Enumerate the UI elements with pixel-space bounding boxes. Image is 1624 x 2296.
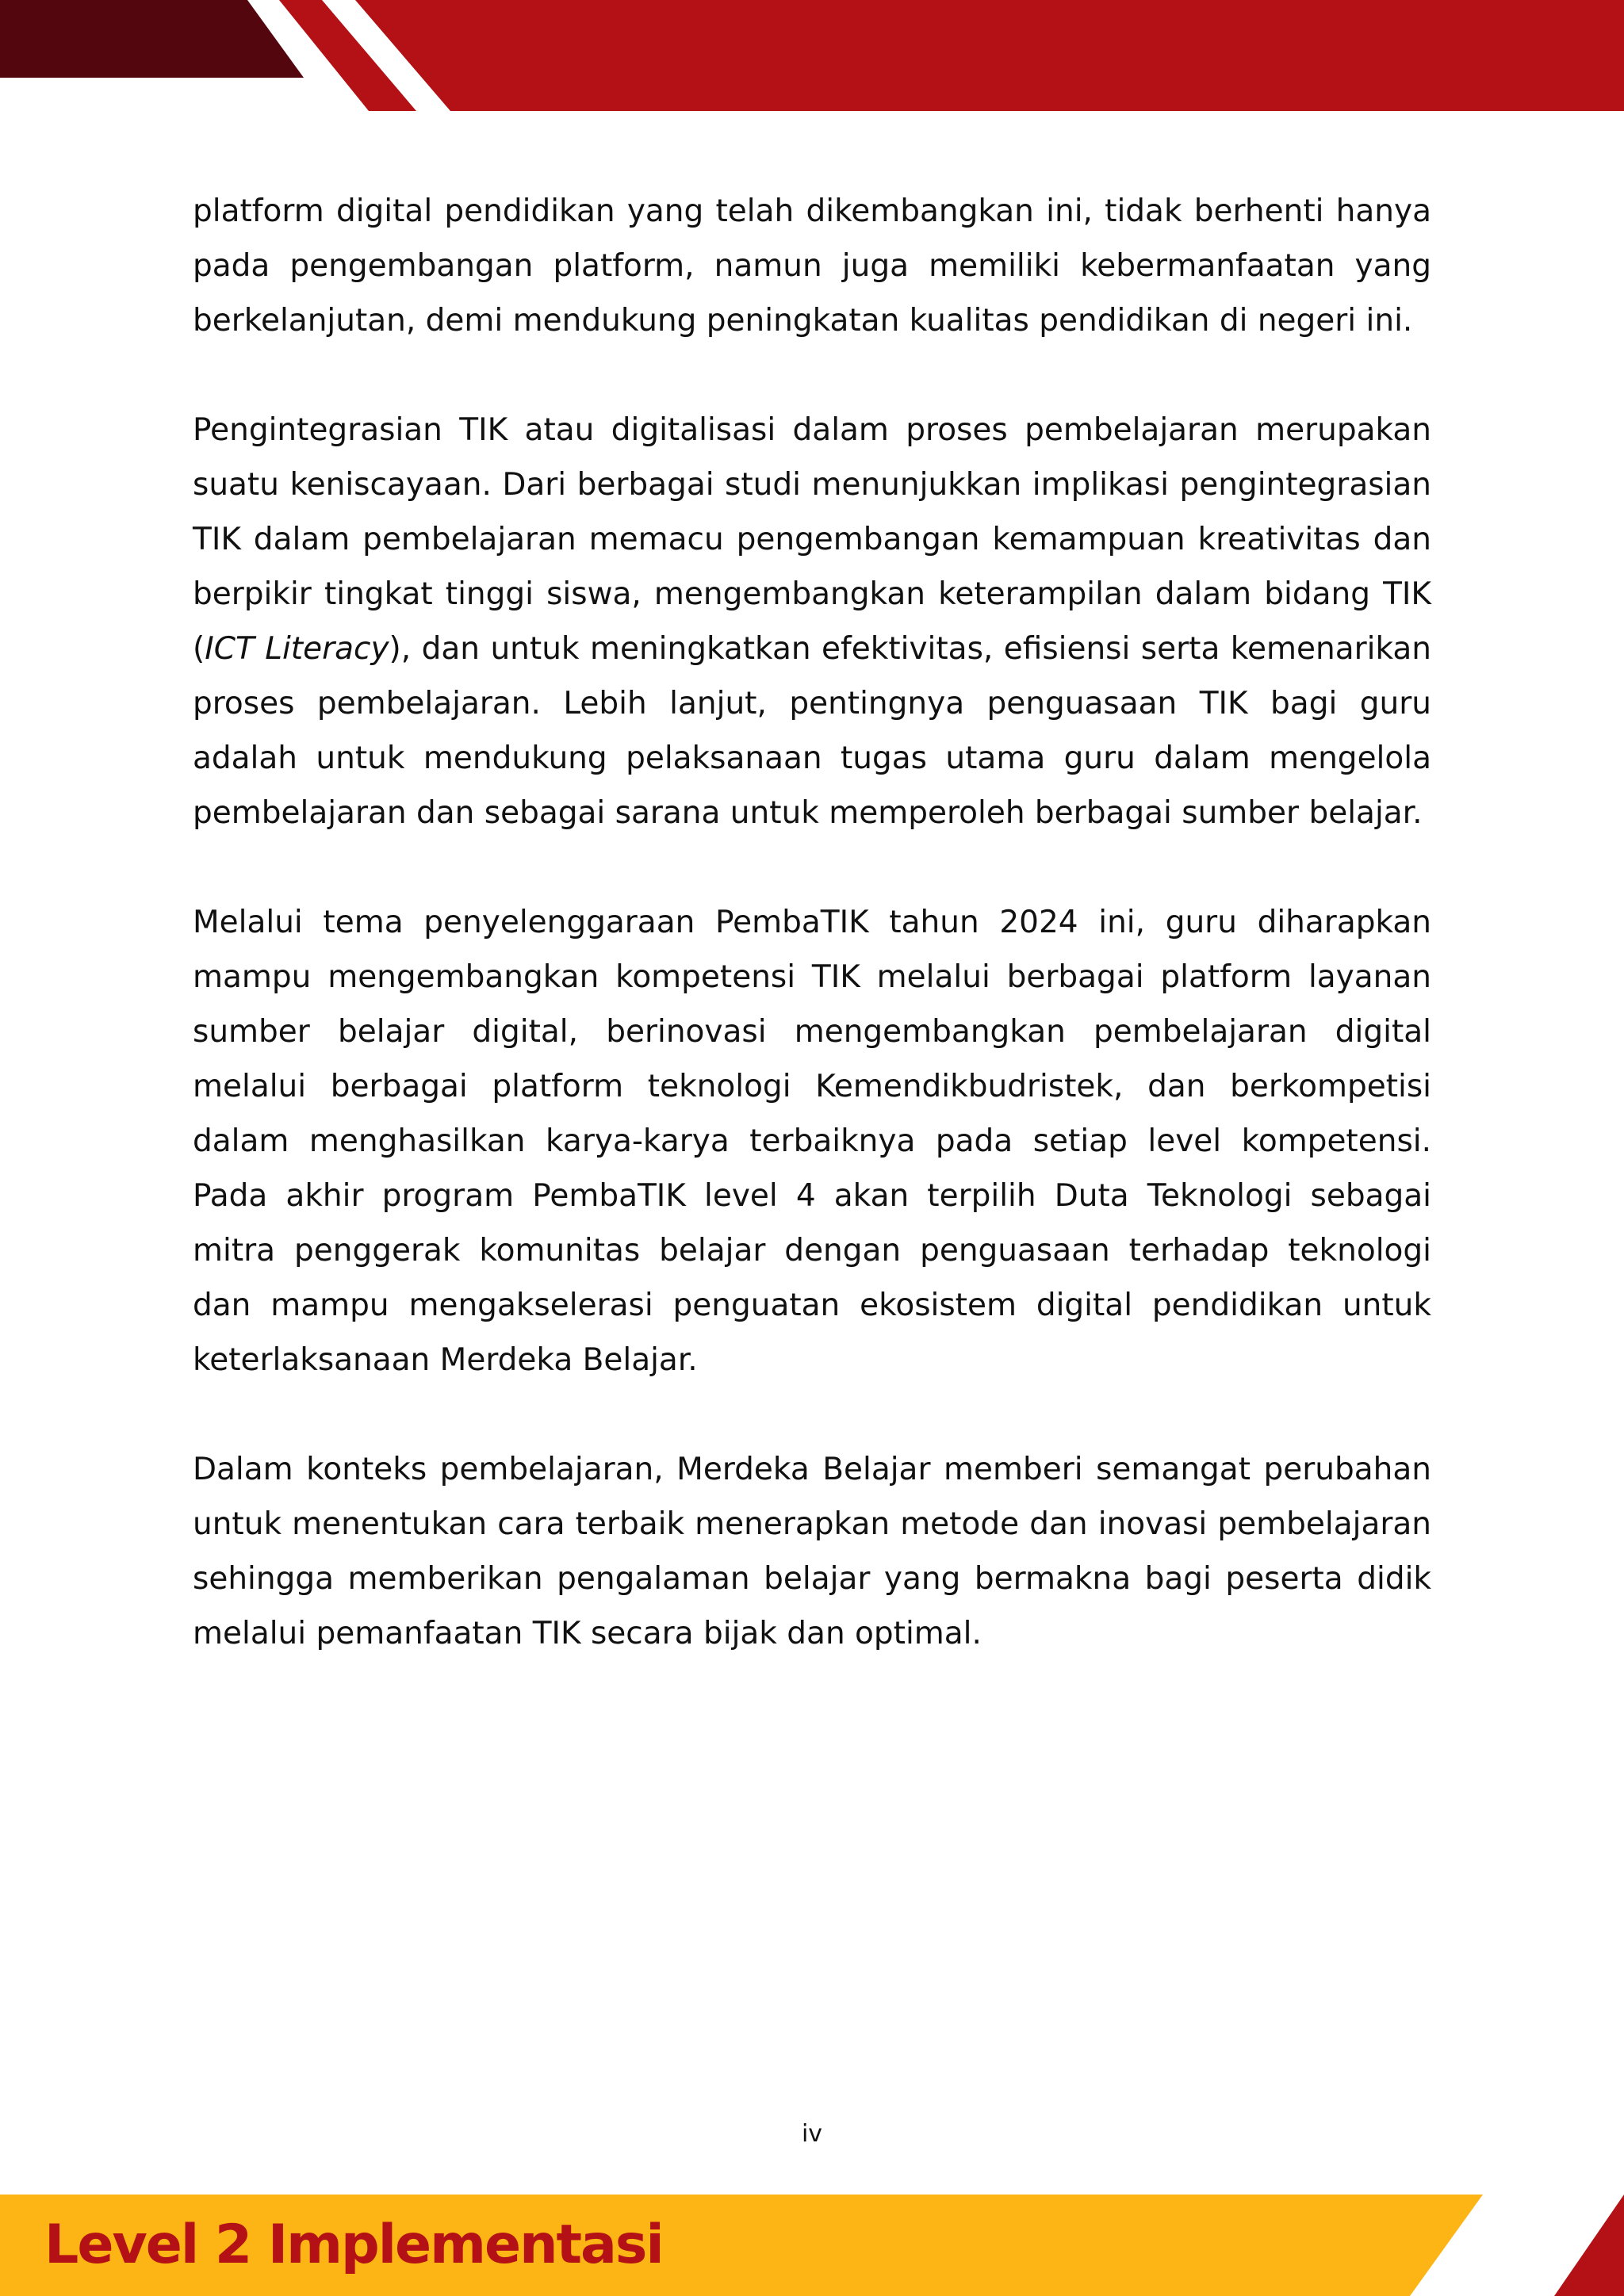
paragraph-text: platform digital pendidikan yang telah dikembangkan ini, tidak berhenti hanya pada pengembangan platform, namun juga memiliki kebermanfaatan yang berkelanjutan, demi mendukung peningkatan kualitas pendidikan di negeri ini. [193, 193, 1431, 339]
document-body [193, 184, 1431, 1661]
header-banner [0, 0, 1624, 111]
paragraph-text: Melalui tema penyelenggaraan PembaTIK tahun 2024 ini, guru diharapkan mampu mengembangkan kompetensi TIK melalui berbagai platform layanan sumber belajar digital, berinovasi mengembangkan pembelajaran digital melalui berbagai platform teknologi Kemendikbudristek, dan berkompetisi dalam menghasilkan karya-karya terbaiknya pada setiap level kompetensi. Pada akhir program PembaTIK level 4 akan terpilih Duta Teknologi sebagai mitra penggerak komunitas belajar dengan penguasaan terhadap teknologi dan mampu mengakselerasi penguatan ekosistem digital pendidikan untuk keterlaksanaan Merdeka Belajar. [193, 905, 1431, 1378]
paragraph-text: Pengintegrasian TIK atau digitalisasi dalam proses pembelajaran merupakan suatu keniscayaan. Dari berbagai studi menunjukkan implikasi pengintegrasian TIK dalam pembelajaran memacu pengembangan kemampuan kreativitas dan berpikir tingkat tinggi siswa, mengembangkan keterampilan dalam bidang TIK ( [193, 412, 1431, 667]
paragraph-text: Dalam konteks pembelajaran, Merdeka Belajar memberi semangat perubahan untuk menentukan cara terbaik menerapkan metode dan inovasi pembelajaran sehingga memberikan pengalaman belajar yang bermakna bagi peserta didik melalui pemanfaatan TIK secara bijak dan optimal. [193, 1452, 1431, 1651]
body-paragraph [193, 895, 1431, 1387]
italic-term: ICT Literacy [205, 631, 389, 667]
header-dark-block [0, 0, 304, 78]
body-paragraph [193, 184, 1431, 348]
body-paragraph [193, 1442, 1431, 1661]
body-paragraph [193, 403, 1431, 840]
footer-red-corner [1554, 2195, 1624, 2296]
page-number: iv [801, 2120, 823, 2148]
footer-level-label: Level 2 Implementasi [44, 2214, 663, 2276]
paragraph-text: ), dan untuk meningkatkan efektivitas, efisiensi serta kemenarikan proses pembelajaran. Lebih lanjut, pentingnya penguasaan TIK bagi guru adalah untuk mendukung pelaksanaan tugas utama guru dalam mengelola pembelajaran dan sebagai sarana untuk memperoleh berbagai sumber belajar. [193, 631, 1431, 831]
header-red-stripe-2 [355, 0, 1624, 111]
